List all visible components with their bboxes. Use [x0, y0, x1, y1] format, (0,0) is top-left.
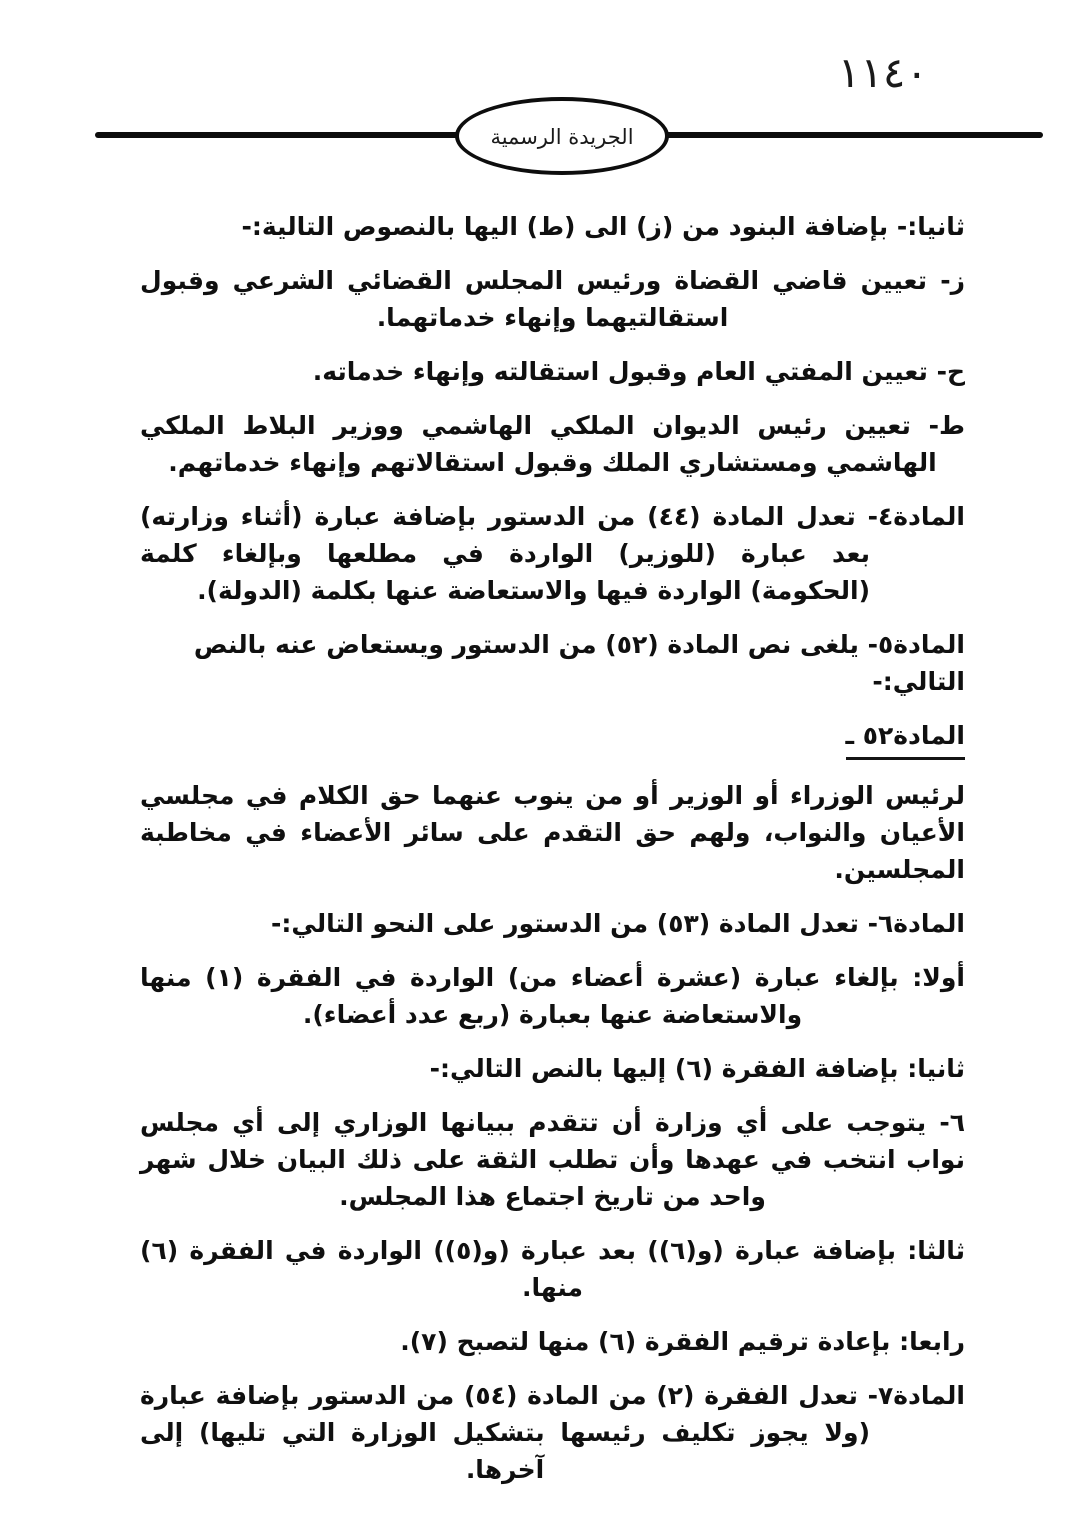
article-5-paragraph: المادة٥- يلغى نص المادة (٥٢) من الدستور ويستعاض عنه بالنص التالي:-	[193, 630, 965, 696]
clause-first: أولا: بإلغاء عبارة (عشرة أعضاء من) الواردة في الفقرة (١) منها والاستعاضة عنها بعبارة (ربع عدد أعضاء).	[140, 963, 965, 1029]
item-t: ط- تعيين رئيس الديوان الملكي الهاشمي ووزير البلاط الملكي الهاشمي ومستشاري الملك وقبول استقالاتهم وإنهاء خدماتهم.	[140, 411, 965, 477]
document-body	[140, 208, 965, 1505]
item-6: ٦- يتوجب على أي وزارة أن تتقدم ببيانها الوزاري إلى أي مجلس نواب انتخب في عهدها وأن تطلب الثقة على ذلك البيان خلال شهر واحد من تاريخ اجتماع هذا المجلس.	[140, 1108, 965, 1211]
item-z: ز- تعيين قاضي القضاة ورئيس المجلس القضائي الشرعي وقبول استقالتيهما وإنهاء خدماتهما.	[140, 266, 965, 332]
clause-fourth: رابعا: بإعادة ترقيم الفقرة (٦) منها لتصبح (٧).	[400, 1327, 965, 1356]
article-7-paragraph: المادة٧- تعدل الفقرة (٢) من المادة (٥٤) من الدستور بإضافة عبارة (ولا يجوز تكليف رئيسها بتشكيل الوزارة التي تليها) إلى آخرها.	[140, 1381, 965, 1484]
clause-second: ثانيا: بإضافة الفقرة (٦) إليها بالنص التالي:-	[429, 1054, 965, 1083]
gazette-title: الجريدة الرسمية	[490, 125, 634, 149]
clause-second-intro: ثانيا:- بإضافة البنود من (ز) الى (ط) اليها بالنصوص التالية:-	[241, 212, 965, 241]
article-4-paragraph: المادة٤- تعدل المادة (٤٤) من الدستور بإضافة عبارة (أثناء وزارته) بعد عبارة (للوزير) الواردة في مطلعها وبإلغاء كلمة (الحكومة) الواردة فيها والاستعاضة عنها بكلمة (الدولة).	[140, 502, 965, 605]
clause-third: ثالثا: بإضافة عبارة (و(٦)) بعد عبارة (و(٥)) الواردة في الفقرة (٦) منها.	[140, 1236, 966, 1302]
article-6-paragraph: المادة٦- تعدل المادة (٥٣) من الدستور على النحو التالي:-	[271, 909, 965, 938]
article-52-body: لرئيس الوزراء أو الوزير أو من ينوب عنهما حق الكلام في مجلسي الأعيان والنواب، ولهم حق التقدم على سائر الأعضاء في مخاطبة المجلسين.	[140, 781, 965, 884]
article-52-heading-text: المادة٥٢ ـ	[846, 717, 965, 760]
item-h: ح- تعيين المفتي العام وقبول استقالته وإنهاء خدماته.	[312, 357, 965, 386]
page-number: ١١٤٠	[837, 48, 928, 97]
gazette-title-badge	[455, 97, 669, 175]
article-52-heading	[140, 717, 965, 760]
